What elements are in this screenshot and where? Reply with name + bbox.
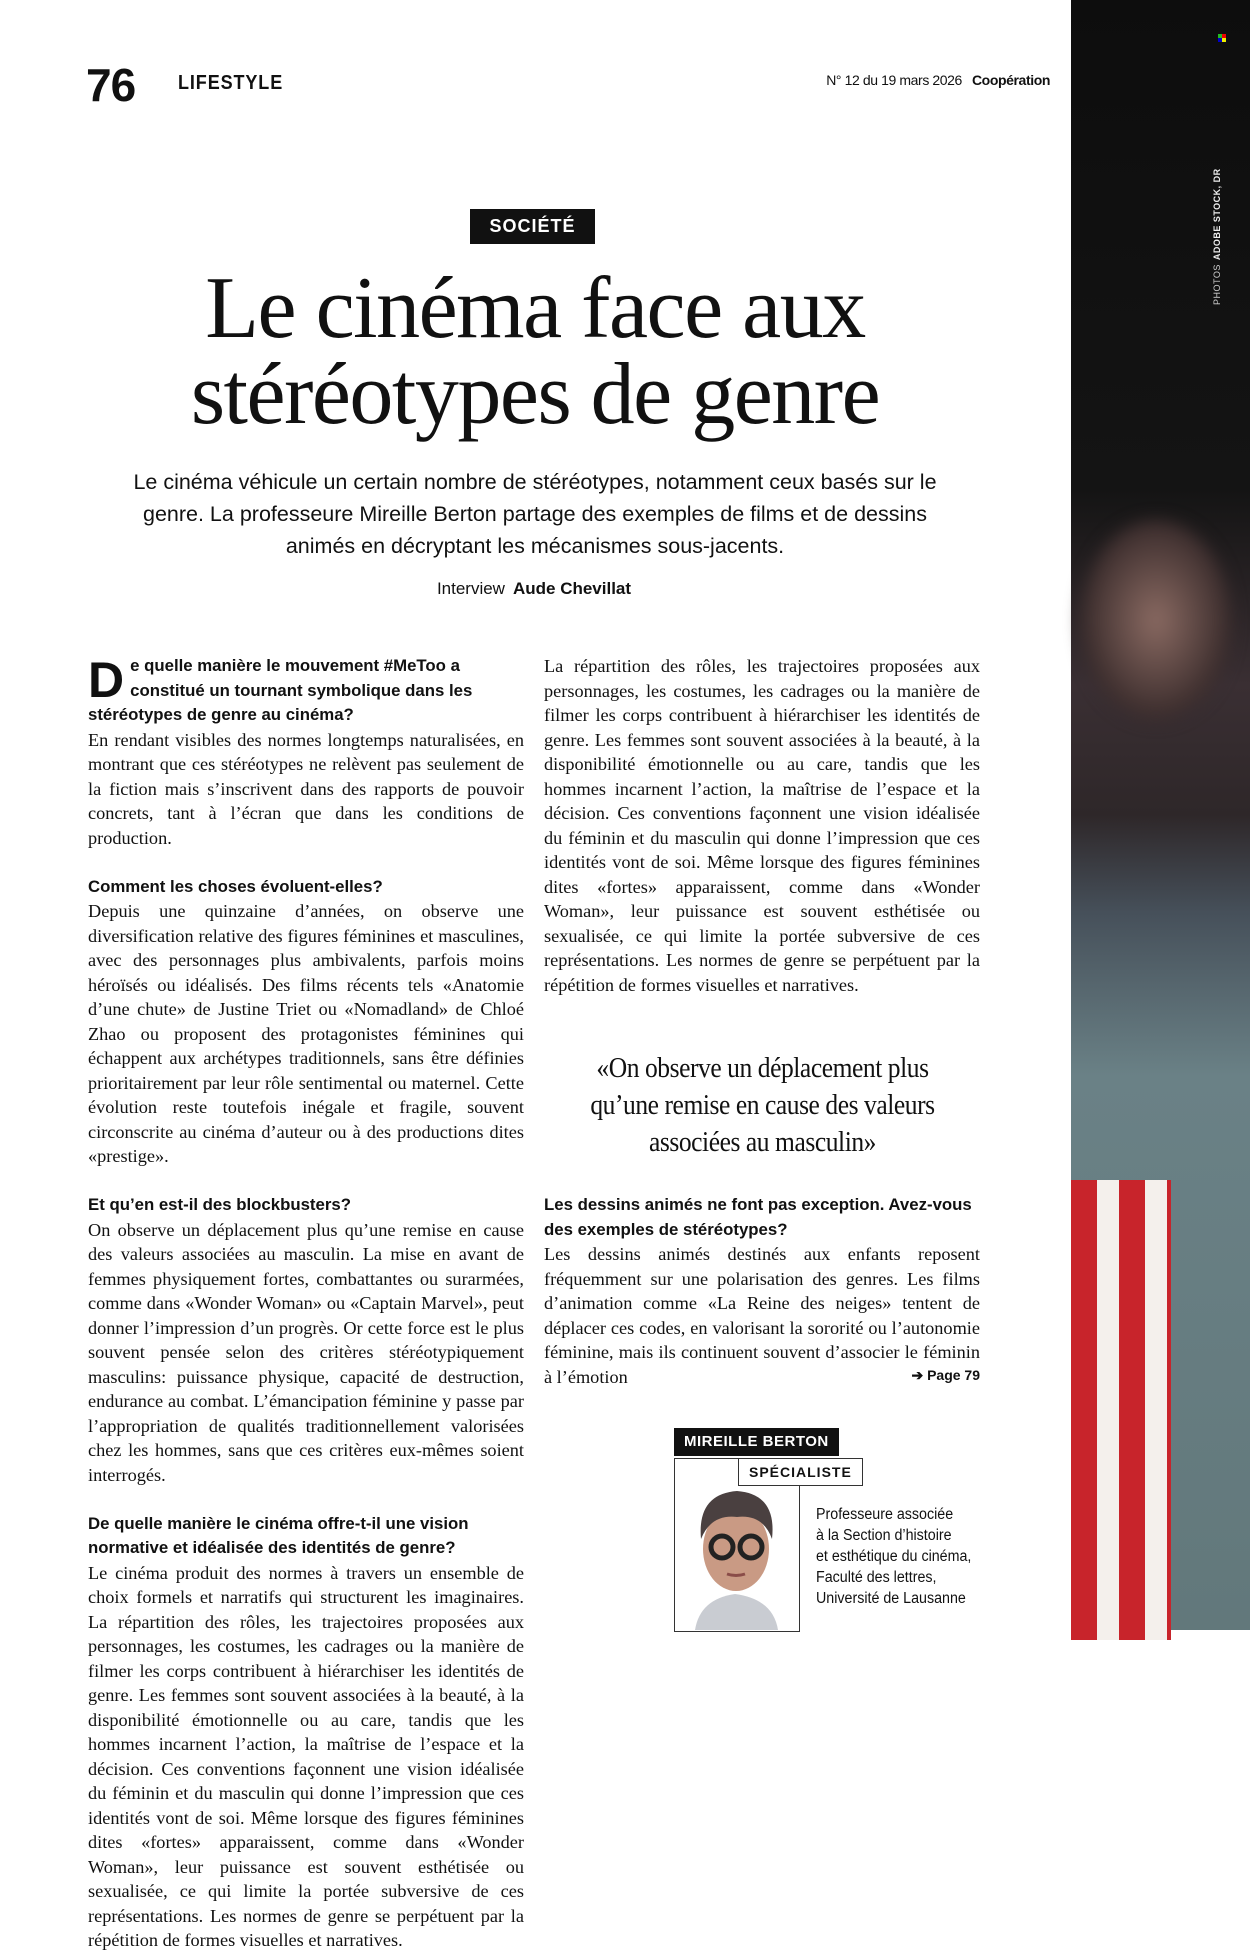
title-line: Le cinéma face aux bbox=[205, 260, 865, 357]
blurred-face bbox=[1081, 520, 1231, 720]
answer-text: La répartition des rôles, les trajectoires proposées aux personnages, les costumes, les cadrages ou la manière de filmer les corps contribuent à hiérarchiser les identités de genre. Les femmes sont souvent associées à la beauté, à la disponibilité émotionnelle ou au care, tandis que les hommes incarnent l’action, la maîtrise de l’espace et la décision. Ces conventions façonnent une vision idéalisée du féminin et du masculin qui donne l’impression que ces identités vont de soi. Même lorsque des figures féminines dites «fortes» apparaissent, comme dans «Wonder Woman», leur puissance est souvent esthétisée ou sexualisée, ce qui limite la portée subversive de ces représentations. Les normes de genre se perpétuent par la répétition de formes visuelles et narratives. bbox=[544, 656, 980, 995]
byline-author: Aude Chevillat bbox=[512, 579, 632, 598]
answer-continued bbox=[544, 654, 980, 1021]
question: De quelle manière le cinéma offre-t-il une vision normative et idéalisée des identités de genre? bbox=[88, 1513, 469, 1557]
question: Et qu’en est-il des blockbusters? bbox=[88, 1195, 351, 1214]
continued-link[interactable]: ➔ Page 79 bbox=[911, 1366, 980, 1383]
answer: Depuis une quinzaine d’années, on observe une diversification relative des figures féminines et masculines, avec des personnages plus ambivalents, parfois moins héroïsés ou idéalisés. Des films récents tels «Anatomie d’une chute» de Justine Triet ou «Nomadland» de Chloé Zhao ou proposent des protagonistes féminines qui échappent aux archétypes traditionnels, sans être définies prioritairement par leur rôle sentimental ou maternel. Cette évolution reste toutefois inégale et fragile, souvent circonscrite au cinéma d’auteur ou à des productions dites «prestige». bbox=[88, 901, 524, 1166]
credit-source: ADOBE STOCK, DR bbox=[1212, 168, 1222, 261]
column-right-lower bbox=[544, 1193, 980, 1389]
byline bbox=[0, 580, 1068, 597]
article-title bbox=[60, 260, 1010, 443]
specialist-role: SPÉCIALISTE bbox=[738, 1458, 863, 1486]
specialist-box bbox=[674, 1428, 994, 1633]
page-number: 76 bbox=[86, 59, 136, 111]
publication-name: Coopération bbox=[971, 72, 1050, 88]
drop-cap: D bbox=[88, 652, 125, 708]
cinema-photo bbox=[1071, 0, 1250, 1630]
answer bbox=[544, 1242, 980, 1389]
article-lead: Le cinéma véhicule un certain nombre de stéréotypes, notamment ceux basés sur le genre. La professeure Mireille Berton partage des exemples de films et de dessins animés en décryptant les mécanismes sous-jacents. bbox=[133, 470, 937, 558]
category-badge: SOCIÉTÉ bbox=[470, 209, 595, 244]
byline-label: Interview bbox=[436, 579, 505, 598]
issue-date: N° 12 du 19 mars 2026 bbox=[826, 72, 962, 88]
pull-quote: «On observe un déplacement plus qu’une remise en cause des valeurs associées au masculin» bbox=[590, 1052, 935, 1158]
question: Les dessins animés ne font pas exception. Avez-vous des exemples de stéréotypes? bbox=[544, 1195, 972, 1239]
title-line: stéréotypes de genre bbox=[190, 346, 880, 443]
answer: En rendant visibles des normes longtemps naturalisées, en montrant que ces stéréotypes ne relèvent pas seulement de la fiction mais s’inscrivent dans des rapports de pouvoir concrets, tant à l’écran que dans les conditions de production. bbox=[88, 729, 524, 848]
popcorn-box bbox=[1071, 1180, 1171, 1640]
print-registration-mark bbox=[1218, 34, 1226, 42]
answer: On observe un déplacement plus qu’une remise en cause des valeurs associées au masculin. La mise en avant de femmes physiquement fortes, combattantes ou surarmées, comme dans «Wonder Woman» ou «Captain Marvel», peut donner l’impression d’un progrès. Or cette force est le plus souvent pensée selon des critères stéréotypiquement masculins: puissance physique, capacité de destruction, endurance au combat. L’émancipation féminine y passe par l’appropriation de qualités traditionnellement valorisées chez les hommes, sans que ces critères eux-mêmes soient interrogés. bbox=[88, 1219, 524, 1485]
specialist-name: MIREILLE BERTON bbox=[674, 1428, 839, 1456]
section-label: LIFESTYLE bbox=[178, 72, 284, 94]
issue-info bbox=[826, 73, 1050, 87]
specialist-description: Professeure associée à la Section d’histoire et esthétique du cinéma, Faculté des lettres, Université de Lausanne bbox=[816, 1506, 972, 1607]
question: Comment les choses évoluent-elles? bbox=[88, 876, 383, 896]
question-text: e quelle manière le mouvement #MeToo a constitué un tournant symbolique dans les stéréotypes de genre au cinéma? bbox=[88, 656, 473, 724]
question bbox=[88, 654, 524, 728]
credit-label: PHOTOS bbox=[1212, 264, 1222, 305]
column-left bbox=[88, 652, 524, 1950]
answer-text: Les dessins animés destinés aux enfants reposent fréquemment sur une polarisation des genres. Les films d’animation comme «La Reine des neiges» tentent de déplacer ces codes, en valorisant la sororité ou l’autonomie féminine, mais ils continuent souvent d’associer le féminin à l’émotion bbox=[544, 1244, 980, 1387]
answer: Le cinéma produit des normes à travers un ensemble de choix formels et narratifs qui structurent les imaginaires. La répartition des rôles, les trajectoires proposées aux personnages, les costumes, les cadrages ou la manière de filmer les corps contribuent à hiérarchiser les identités de genre. Les femmes sont souvent associées à la beauté, à la disponibilité émotionnelle ou au care, tandis que les hommes incarnent l’action, la maîtrise de l’espace et la décision. Ces conventions façonnent une vision idéalisée du féminin et du masculin qui donne l’impression que ces identités vont de soi. Même lorsque des figures féminines dites «fortes» apparaissent, comme dans «Wonder Woman», leur puissance est souvent esthétisée ou sexualisée, ce qui limite la portée subversive de ces représentations. Les normes de genre se perpétuent par la répétition de formes visuelles et narratives. bbox=[88, 1562, 524, 1950]
photo-credit bbox=[1212, 168, 1222, 305]
column-right bbox=[544, 654, 980, 1021]
